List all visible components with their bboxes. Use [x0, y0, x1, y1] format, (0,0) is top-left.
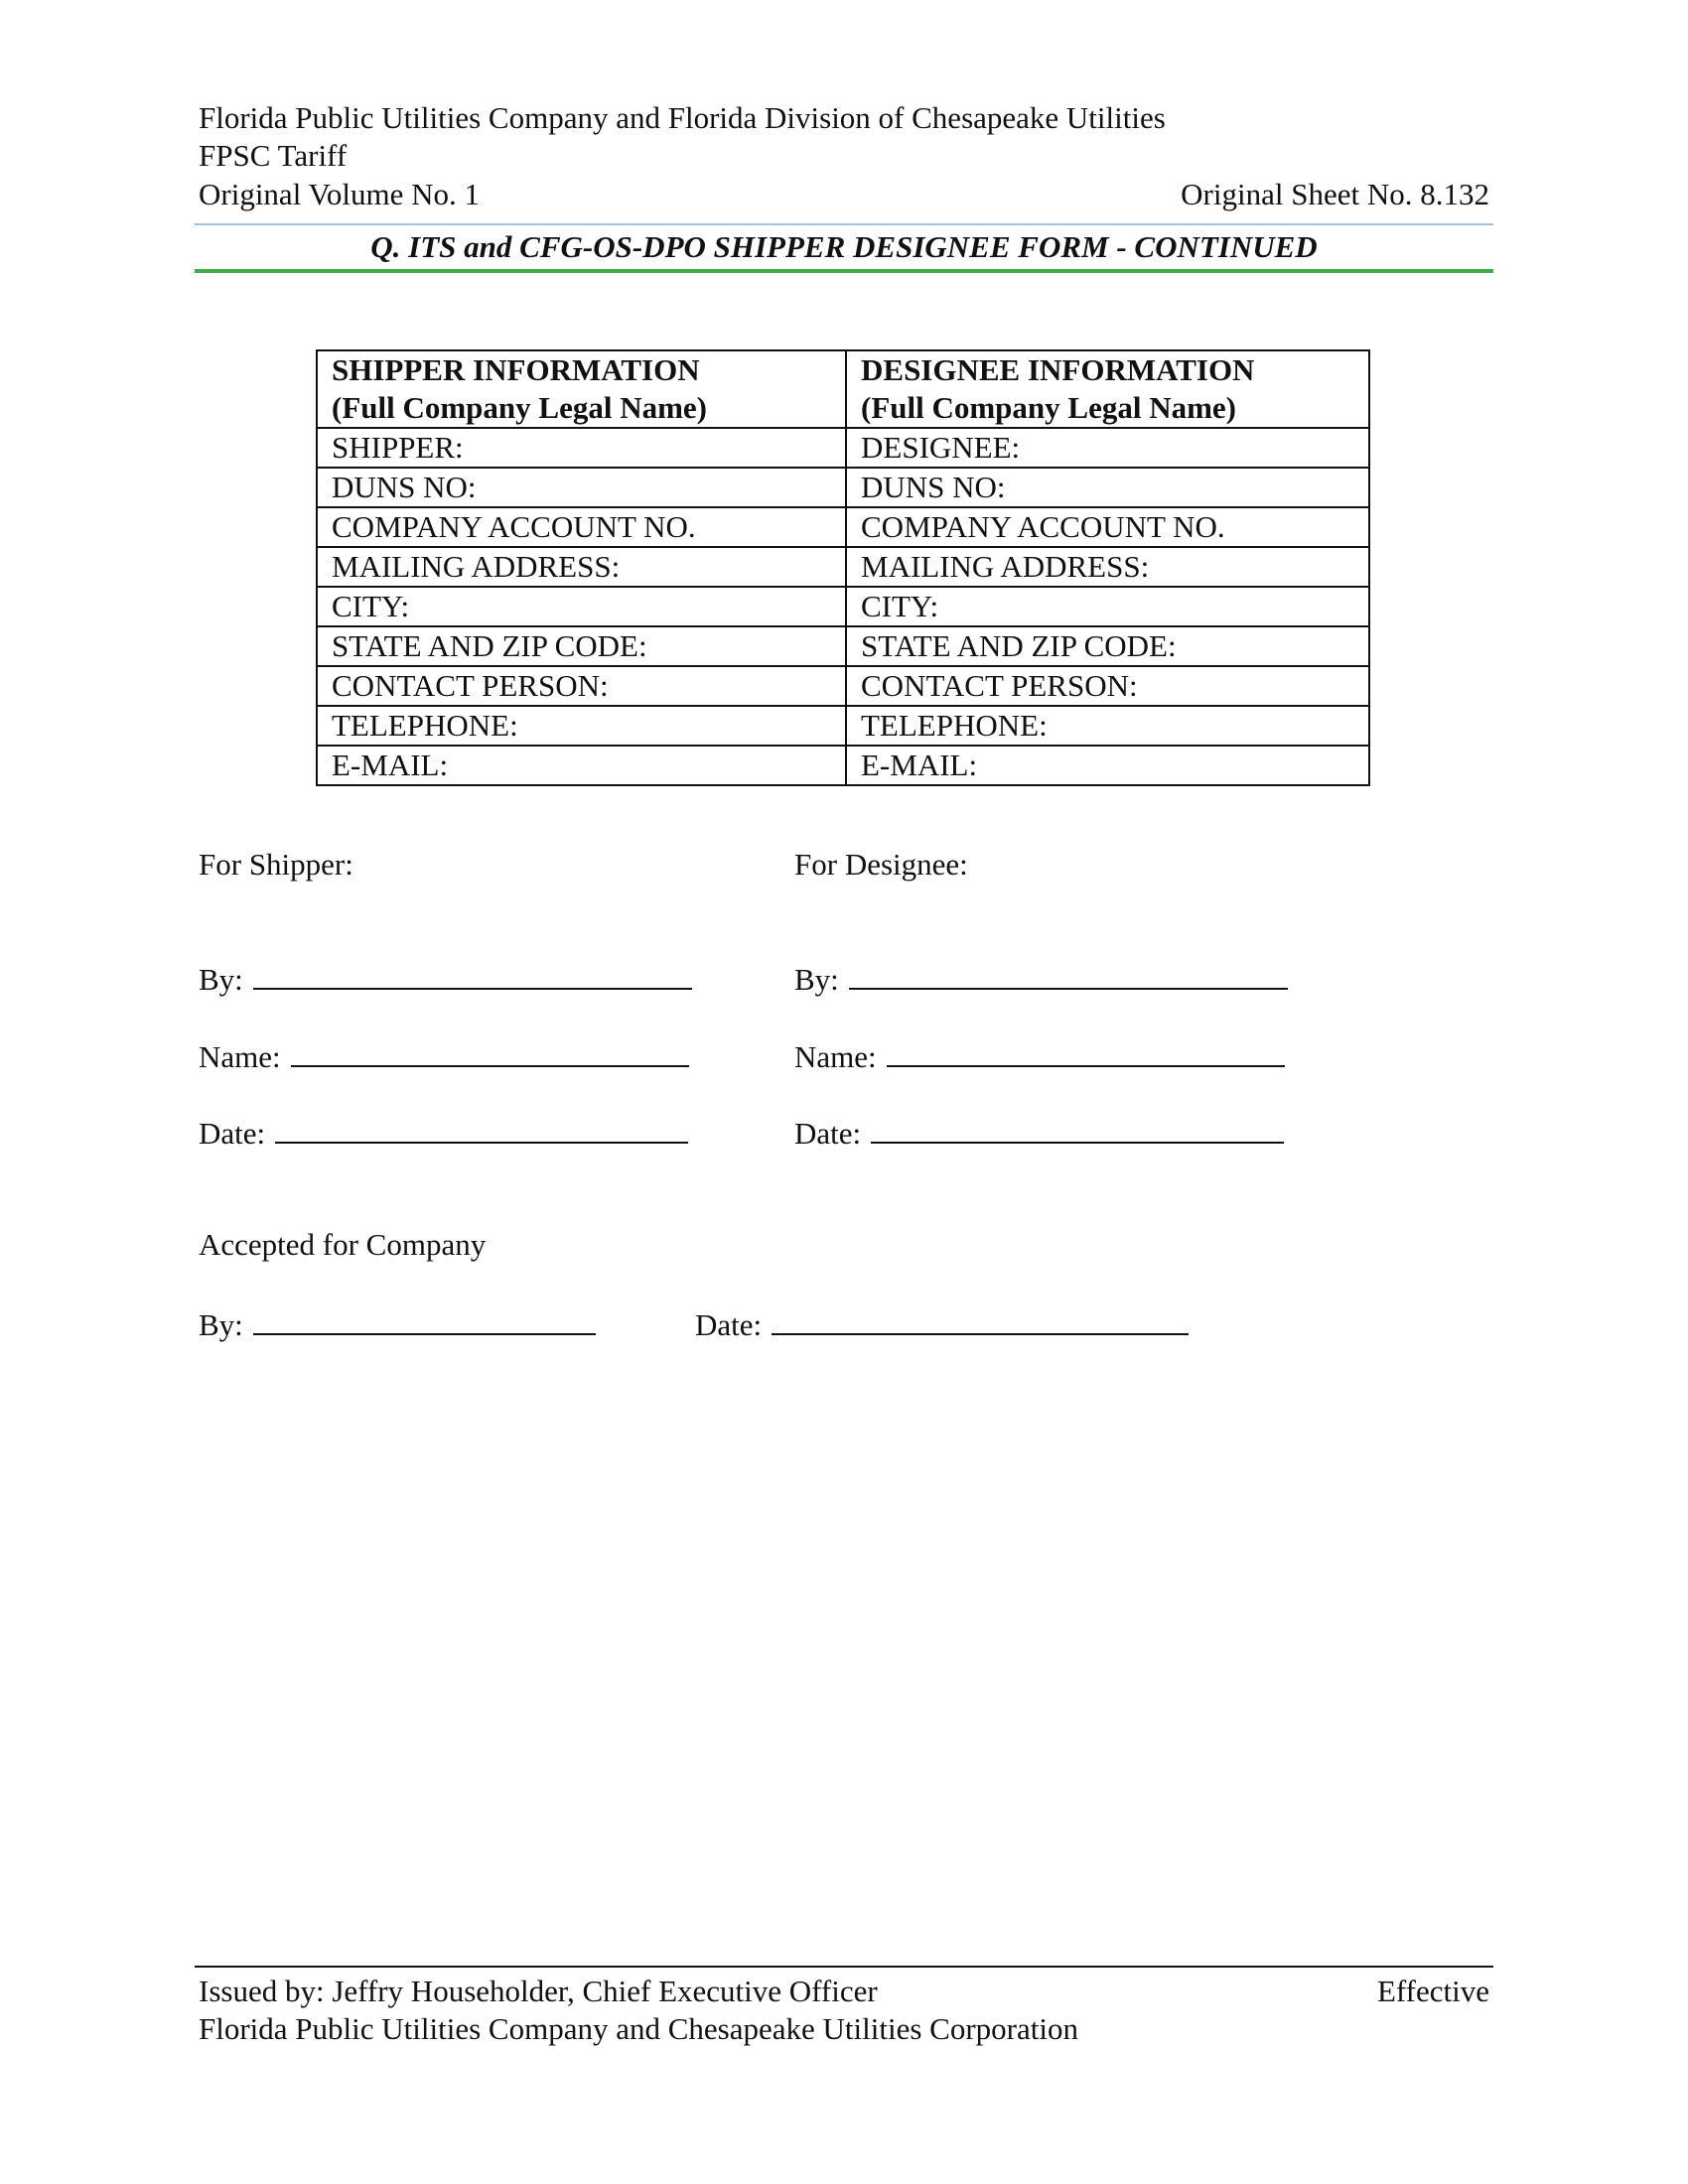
- header-volume: Original Volume No. 1: [199, 177, 481, 211]
- designee-info-header: [846, 350, 1369, 428]
- shipper-field[interactable]: COMPANY ACCOUNT NO.: [317, 507, 846, 547]
- shipper-field[interactable]: CONTACT PERSON:: [317, 666, 846, 706]
- header-sheet-number: Original Sheet No. 8.132: [1181, 177, 1489, 211]
- table-row: [317, 706, 1369, 746]
- shipper-info-header: [317, 350, 846, 428]
- date-label: Date:: [695, 1307, 763, 1342]
- shipper-date-line[interactable]: [275, 1112, 688, 1144]
- header-cell-title: DESIGNEE INFORMATION: [861, 352, 1255, 387]
- name-label: Name:: [794, 1039, 877, 1074]
- shipper-field[interactable]: E-MAIL:: [317, 746, 846, 785]
- shipper-field[interactable]: DUNS NO:: [317, 468, 846, 507]
- section-divider: [195, 269, 1493, 273]
- date-label: Date:: [199, 1116, 266, 1151]
- table-row: [317, 468, 1369, 507]
- shipper-by-signature-line[interactable]: [253, 958, 692, 990]
- designee-name-row: [794, 1035, 1285, 1076]
- shipper-name-line[interactable]: [291, 1035, 689, 1067]
- header-cell-subtitle: (Full Company Legal Name): [332, 390, 708, 425]
- shipper-name-row: [199, 1035, 689, 1076]
- designee-field[interactable]: STATE AND ZIP CODE:: [846, 626, 1369, 666]
- footer-effective: Effective: [1376, 1974, 1489, 2008]
- header-tariff-line: FPSC Tariff: [199, 138, 348, 173]
- company-date-line[interactable]: [772, 1303, 1189, 1335]
- designee-field[interactable]: DESIGNEE:: [846, 428, 1369, 468]
- company-date-row: [695, 1303, 1189, 1344]
- designee-by-row: [794, 958, 1288, 999]
- footer-company: Florida Public Utilities Company and Chesapeake Utilities Corporation: [199, 2011, 1078, 2046]
- header-cell-title: SHIPPER INFORMATION: [332, 352, 700, 387]
- by-label: By:: [794, 962, 839, 997]
- table-row: [317, 587, 1369, 626]
- table-row: [317, 507, 1369, 547]
- table-header-row: [317, 350, 1369, 428]
- designee-date-row: [794, 1112, 1284, 1153]
- header-cell-subtitle: (Full Company Legal Name): [861, 390, 1237, 425]
- for-shipper-heading: For Shipper:: [199, 847, 353, 882]
- shipper-field[interactable]: SHIPPER:: [317, 428, 846, 468]
- footer-divider: [195, 1966, 1493, 1968]
- shipper-by-row: [199, 958, 692, 999]
- shipper-field[interactable]: STATE AND ZIP CODE:: [317, 626, 846, 666]
- designee-field[interactable]: CONTACT PERSON:: [846, 666, 1369, 706]
- designee-field[interactable]: CITY:: [846, 587, 1369, 626]
- for-designee-heading: For Designee:: [794, 847, 968, 882]
- name-label: Name:: [199, 1039, 281, 1074]
- accepted-for-company-heading: Accepted for Company: [199, 1227, 487, 1262]
- shipper-field[interactable]: TELEPHONE:: [317, 706, 846, 746]
- company-by-signature-line[interactable]: [253, 1303, 596, 1335]
- designee-field[interactable]: COMPANY ACCOUNT NO.: [846, 507, 1369, 547]
- shipper-field[interactable]: CITY:: [317, 587, 846, 626]
- designee-date-line[interactable]: [871, 1112, 1284, 1144]
- designee-by-signature-line[interactable]: [849, 958, 1288, 990]
- date-label: Date:: [794, 1116, 862, 1151]
- header-company-line: Florida Public Utilities Company and Florida Division of Chesapeake Utilities: [199, 100, 1166, 135]
- footer-issued-by: Issued by: Jeffry Householder, Chief Executive Officer: [199, 1974, 878, 2008]
- header-divider: [195, 223, 1493, 225]
- section-title: Q. ITS and CFG-OS-DPO SHIPPER DESIGNEE FORM - CONTINUED: [370, 229, 1318, 264]
- table-row: [317, 666, 1369, 706]
- table-row: [317, 626, 1369, 666]
- shipper-field[interactable]: MAILING ADDRESS:: [317, 547, 846, 587]
- company-by-row: [199, 1303, 596, 1344]
- by-label: By:: [199, 1307, 243, 1342]
- table-row: [317, 547, 1369, 587]
- designee-name-line[interactable]: [887, 1035, 1285, 1067]
- table-row: [317, 746, 1369, 785]
- information-table: [316, 349, 1370, 786]
- shipper-date-row: [199, 1112, 688, 1153]
- designee-field[interactable]: MAILING ADDRESS:: [846, 547, 1369, 587]
- table-row: [317, 428, 1369, 468]
- designee-field[interactable]: E-MAIL:: [846, 746, 1369, 785]
- by-label: By:: [199, 962, 243, 997]
- designee-field[interactable]: DUNS NO:: [846, 468, 1369, 507]
- designee-field[interactable]: TELEPHONE:: [846, 706, 1369, 746]
